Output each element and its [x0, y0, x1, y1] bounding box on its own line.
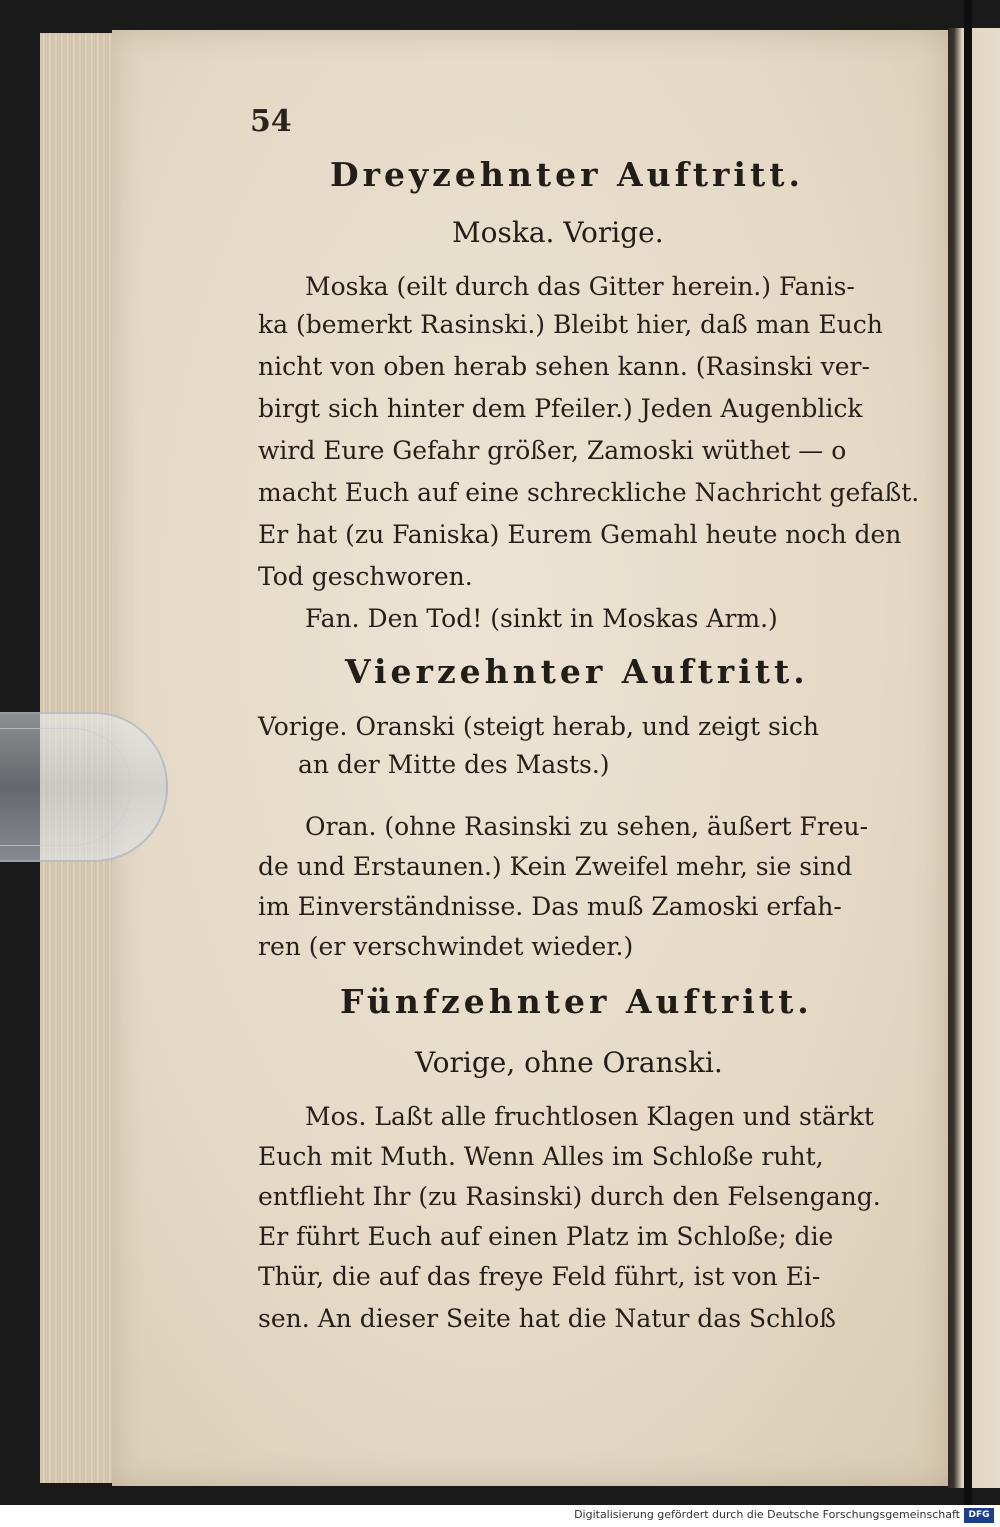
text-line: sen. An dieser Seite hat die Natur das Schloß — [258, 1304, 836, 1333]
text-line: macht Euch auf eine schreckliche Nachricht gefaßt. — [258, 478, 920, 507]
text-line: Tod geschworen. — [258, 562, 473, 591]
binding-shadow — [964, 0, 972, 1505]
text-line: Moska (eilt durch das Gitter herein.) Fanis- — [305, 272, 855, 301]
text-line: Fan. Den Tod! (sinkt in Moskas Arm.) — [305, 604, 778, 633]
page-number: 54 — [250, 104, 292, 139]
footer-bar — [0, 1505, 1000, 1527]
facing-page-edge — [948, 28, 1000, 1488]
plastic-clip-inner — [0, 728, 131, 846]
text-line: de und Erstaunen.) Kein Zweifel mehr, sie sind — [258, 852, 853, 881]
text-line: birgt sich hinter dem Pfeiler.) Jeden Augenblick — [258, 394, 863, 423]
dfg-logo-icon: DFG — [964, 1508, 994, 1523]
text-line: ka (bemerkt Rasinski.) Bleibt hier, daß man Euch — [258, 310, 883, 339]
text-line: Er hat (zu Faniska) Eurem Gemahl heute noch den — [258, 520, 902, 549]
text-line: Thür, die auf das freye Feld führt, ist von Ei- — [258, 1262, 821, 1291]
text-line: im Einverständnisse. Das muß Zamoski erfah- — [258, 892, 842, 921]
text-line: ren (er verschwindet wieder.) — [258, 932, 634, 961]
text-line: Mos. Laßt alle fruchtlosen Klagen und stärkt — [305, 1102, 874, 1131]
text-line: nicht von oben herab sehen kann. (Rasinski ver- — [258, 352, 870, 381]
text-line: wird Eure Gefahr größer, Zamoski wüthet — o — [258, 436, 847, 465]
section-heading-13: Dreyzehnter Auftritt. — [330, 155, 804, 194]
section-heading-14: Vierzehnter Auftritt. — [345, 652, 809, 691]
section-subheading-13: Moska. Vorige. — [452, 216, 664, 249]
text-line: Euch mit Muth. Wenn Alles im Schloße ruht, — [258, 1142, 824, 1171]
text-line: an der Mitte des Masts.) — [298, 750, 610, 779]
plastic-clip — [0, 712, 168, 862]
text-line: Er führt Euch auf einen Platz im Schloße; die — [258, 1222, 834, 1251]
section-heading-15: Fünfzehnter Auftritt. — [340, 982, 813, 1021]
text-line: entflieht Ihr (zu Rasinski) durch den Felsengang. — [258, 1182, 881, 1211]
footer-credit: Digitalisierung gefördert durch die Deutsche Forschungsgemeinschaft — [574, 1508, 960, 1521]
section-subheading-15: Vorige, ohne Oranski. — [415, 1046, 723, 1079]
text-line: Oran. (ohne Rasinski zu sehen, äußert Freu- — [305, 812, 869, 841]
text-line: Vorige. Oranski (steigt herab, und zeigt sich — [258, 712, 819, 741]
